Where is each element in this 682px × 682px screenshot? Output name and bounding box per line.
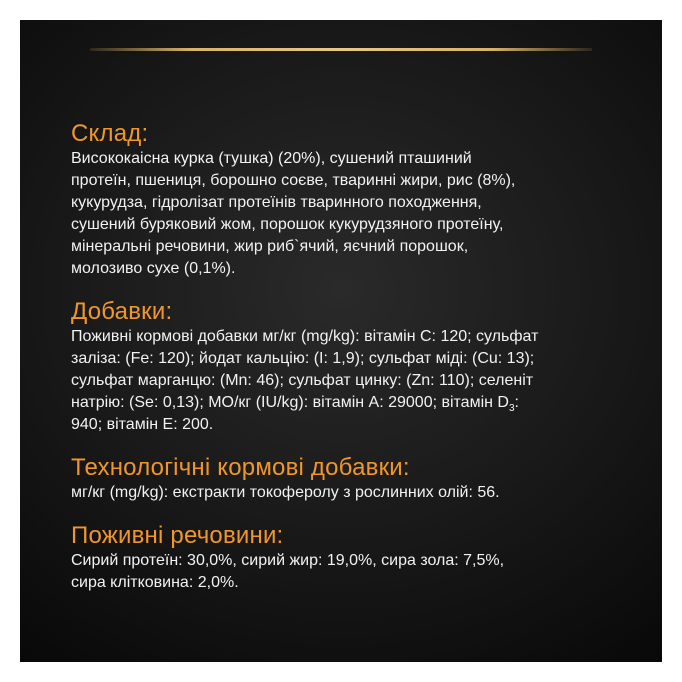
section-heading-nutrients: Поживні речовини:	[71, 522, 284, 549]
section-text-tech-additives: мг/кг (mg/kg): екстракти токоферолу з рослинних олій: 56.	[71, 484, 500, 501]
section-composition	[71, 120, 631, 280]
section-heading-additives: Добавки:	[71, 298, 173, 325]
section-text-nutrients: Сирий протеїн: 30,0%, сирий жир: 19,0%, сира зола: 7,5%, сира клітковина: 2,0%.	[71, 552, 505, 591]
section-text-additives	[71, 326, 631, 436]
gold-divider-line	[90, 48, 592, 51]
section-heading-composition: Склад:	[71, 120, 149, 147]
ingredients-panel	[20, 20, 662, 662]
composition-content	[71, 120, 631, 612]
additives-text-main: Поживні кормові добавки мг/кг (mg/kg): вітамін С: 120; сульфат заліза: (Fe: 120); йодат кальцію: (I: 1,9); сульфат міді: (Cu: 13); сульфат марганцю: (Mn: 46); сульфат цинку: (Zn: 110); селеніт натрію: (Se: 0,13); МО/кг (IU/kg): вітамін А: 29000; вітамін D	[71, 328, 539, 411]
additives-text-tail: : 940; вітамін Е: 200.	[71, 394, 519, 433]
vitamin-d-subscript: 3	[508, 403, 515, 415]
section-tech-additives	[71, 454, 631, 504]
section-nutrients	[71, 522, 631, 594]
section-text-composition: Висококаісна курка (тушка) (20%), сушений пташиний протеїн, пшениця, борошно соєве, тваринні жири, рис (8%), кукурудза, гідролізат протеїнів тваринного походження, сушений буряковий жом, порошок кукурудзяного протеїну, мінеральні речовини, жир риб`ячий, яєчний порошок, молозиво сухе (0,1%).	[71, 150, 516, 277]
section-additives	[71, 298, 631, 436]
section-heading-tech-additives: Технологічні кормові добавки:	[71, 454, 410, 481]
